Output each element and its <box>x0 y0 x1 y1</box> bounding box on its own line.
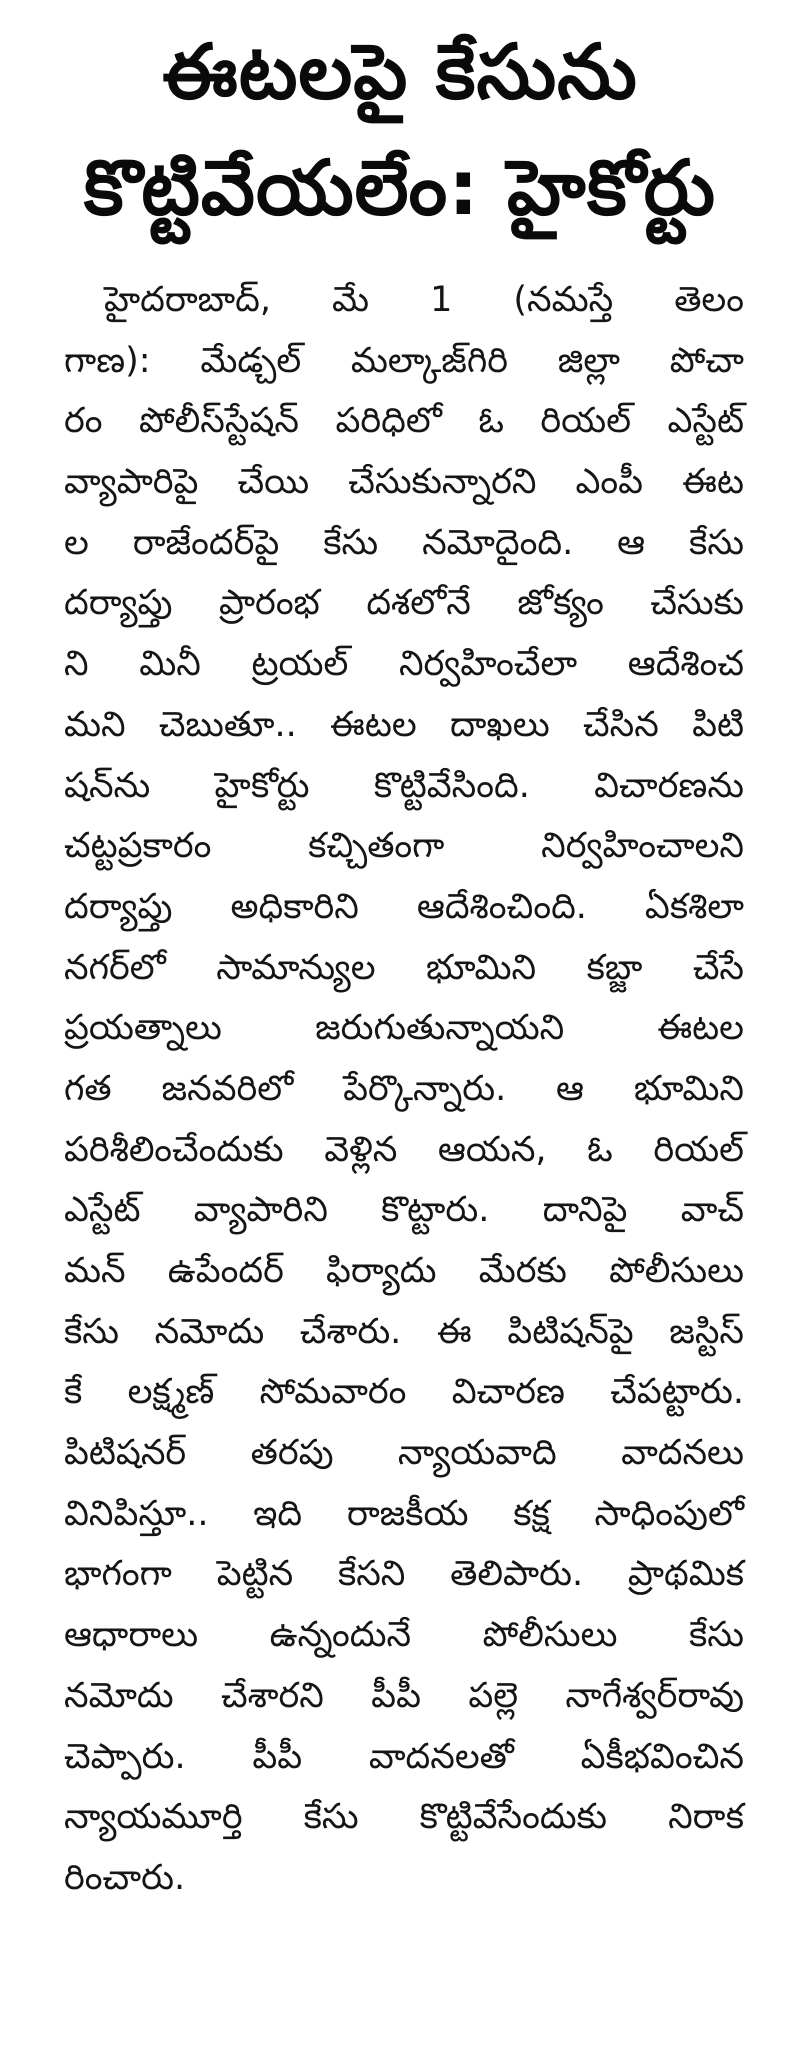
body-line: మన్ ఉపేందర్ ఫిర్యాదు మేరకు పోలీసులు <box>64 1251 744 1291</box>
body-line: కేసు నమోదు చేశారు. ఈ పిటిషన్‌పై జస్టిస్ <box>64 1311 744 1352</box>
body-line: గాణ): మేడ్చల్ మల్కాజ్‌గిరి జిల్లా పోచా <box>64 340 744 381</box>
article-body <box>64 270 744 1909</box>
body-line: రించారు. <box>64 1857 186 1898</box>
body-line: షన్‌ను హైకోర్టు కొట్టివేసింది. విచారణను <box>64 765 744 806</box>
body-line: చెప్పారు. పీపీ వాదనలతో ఏకీభవించిన <box>64 1736 744 1777</box>
body-line: గత జనవరిలో పేర్కొన్నారు. ఆ భూమిని <box>64 1068 744 1109</box>
body-line: ల రాజేందర్‌పై కేసు నమోదైంది. ఆ కేసు <box>64 522 744 563</box>
body-line: వినిపిస్తూ.. ఇది రాజకీయ కక్ష సాధింపులో <box>64 1493 744 1534</box>
body-line: దర్యాప్తు ప్రారంభ దశలోనే జోక్యం చేసుకు <box>64 583 744 624</box>
headline-line-1: ఈటలపై కేసును <box>162 27 638 116</box>
body-line: నగర్‌లో సామాన్యుల భూమిని కబ్జా చేసే <box>64 947 744 988</box>
body-line: పిటిషనర్ తరపు న్యాయవాది వాదనలు <box>64 1433 744 1474</box>
body-line: హైదరాబాద్, మే 1 (నమస్తే తెలం <box>104 280 744 320</box>
body-line: ప్రయత్నాలు జరుగుతున్నాయని ఈటల <box>64 1008 744 1049</box>
body-line: పరిశీలించేందుకు వెళ్లిన ఆయన, ఓ రియల్ <box>64 1129 744 1170</box>
body-line: న్యాయమూర్తి కేసు కొట్టివేసేందుకు నిరాక <box>64 1797 744 1838</box>
body-line: ఎస్టేట్ వ్యాపారిని కొట్టారు. దానిపై వాచ్ <box>64 1190 744 1231</box>
body-line: వ్యాపారిపై చేయి చేసుకున్నారని ఎంపీ ఈట <box>64 462 744 503</box>
body-line: కే లక్ష్మణ్ సోమవారం విచారణ చేపట్టారు. <box>64 1372 744 1413</box>
body-line: రం పోలీస్‌స్టేషన్ పరిధిలో ఓ రియల్ ఎస్టేట్ <box>64 401 744 442</box>
body-line: దర్యాప్తు అధికారిని ఆదేశించింది. ఏకశిలా <box>64 886 744 927</box>
body-line: ని మినీ ట్రయల్ నిర్వహించేలా ఆదేశించ <box>64 644 744 685</box>
headline-line-2: కొట్టివేయలేం: హైకోర్టు <box>83 143 717 232</box>
body-line: భాగంగా పెట్టిన కేసని తెలిపారు. ప్రాథమిక <box>64 1554 744 1595</box>
body-line: మని చెబుతూ.. ఈటల దాఖలు చేసిన పిటి <box>64 704 744 745</box>
body-line: ఆధారాలు ఉన్నందునే పోలీసులు కేసు <box>64 1615 744 1656</box>
body-line: చట్టప్రకారం కచ్చితంగా నిర్వహించాలని <box>64 826 744 867</box>
body-line: నమోదు చేశారని పీపీ పల్లె నాగేశ్వర్‌రావు <box>64 1675 744 1716</box>
